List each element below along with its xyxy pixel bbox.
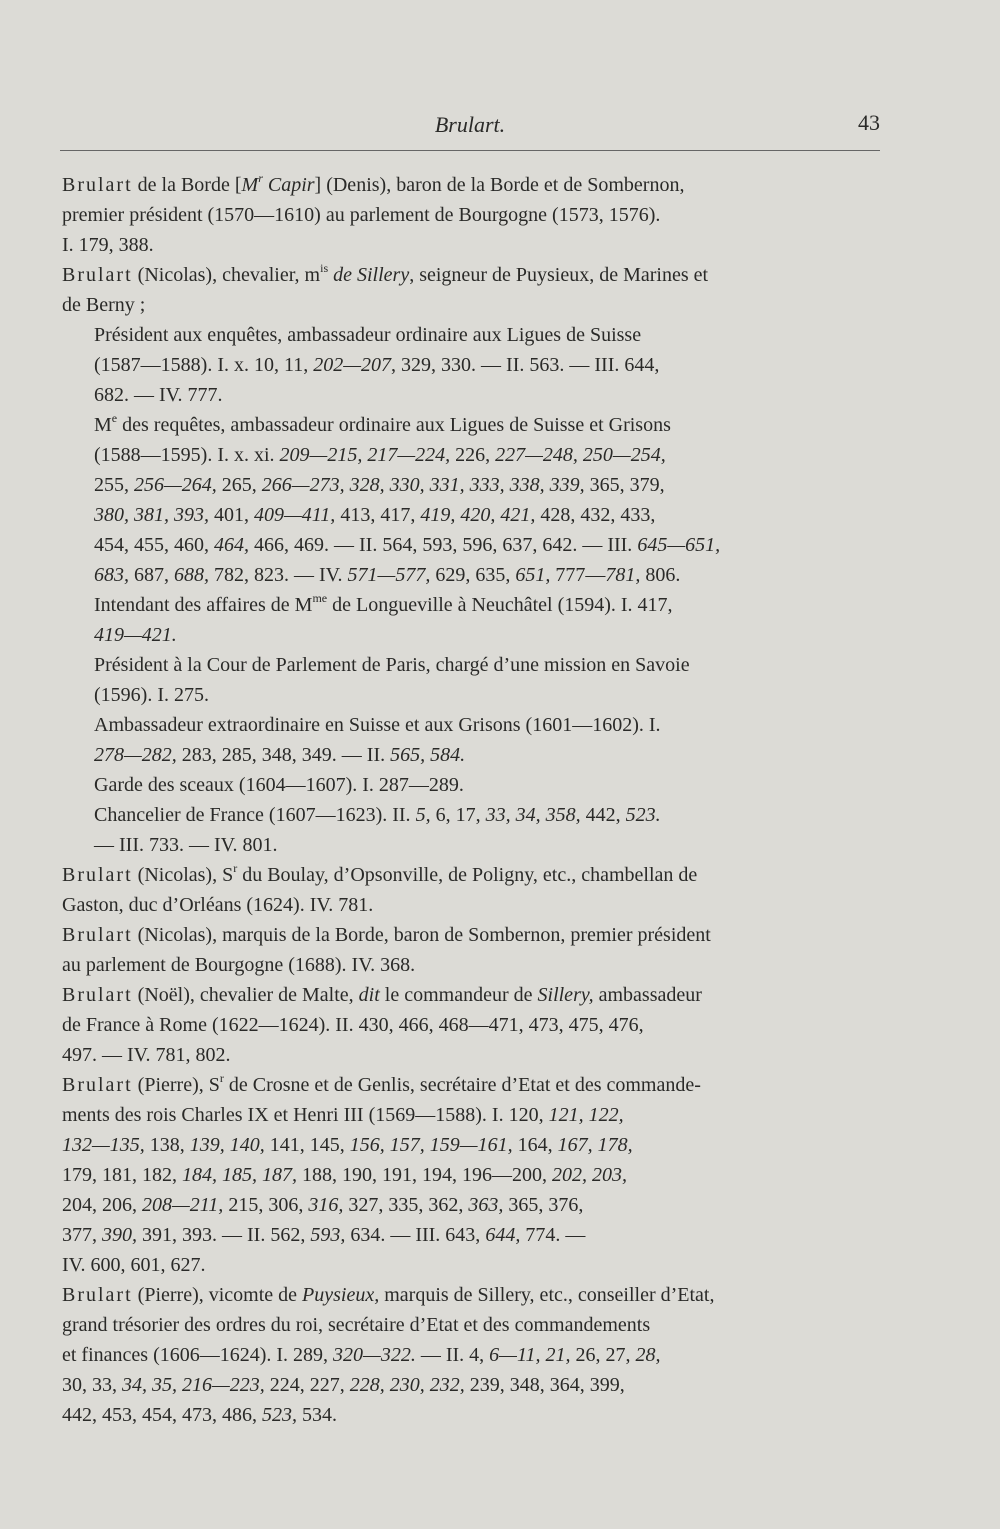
entry-line: Brulart (Nicolas), $S^r$ du Boulay, d’Opsonville, de Poligny, etc., chambellan de <box>62 861 698 886</box>
page-number: 43 <box>858 110 880 135</box>
index-body <box>62 170 880 1430</box>
entry-name: Brulart <box>62 864 133 886</box>
sub-entry <box>94 800 880 860</box>
index-entry <box>62 980 880 1070</box>
entry-line: Président à la Cour de Parlement de Paris, chargé d’une mission en Savoie <box>94 654 690 676</box>
entry-name: Brulart <box>62 984 133 1006</box>
header-rule <box>60 150 880 151</box>
entry-line: Garde des sceaux (1604—1607). I. 287—289. <box>94 774 464 796</box>
entry-line: Intendant des affaires de $M^{me}$ de Longueville à Neuchâtel (1594). I. 417, <box>94 591 673 616</box>
entry-line: 204, 206, 208—211, 215, 306, 316, 327, 335, 362, 363, 365, 376, <box>62 1194 584 1216</box>
entry-line: Brulart (Nicolas), chevalier, $m^{is}$ de Sillery, seigneur de Puysieux, de Marines et <box>62 261 709 286</box>
index-entry <box>62 1280 880 1430</box>
entry-line: 380, 381, 393, 401, 409—411, 413, 417, 419, 420, 421, 428, 432, 433, <box>94 504 656 526</box>
sub-entry <box>94 650 880 710</box>
index-entry <box>62 1070 880 1280</box>
entry-line: 419—421. <box>94 624 177 646</box>
entry-line: 683, 687, 688, 782, 823. — IV. 571—577, 629, 635, 651, 777—781, 806. <box>94 564 681 586</box>
entry-line: IV. 600, 601, 627. <box>62 1254 206 1276</box>
entry-line: — III. 733. — IV. 801. <box>94 834 278 856</box>
entry-line: 132—135, 138, 139, 140, 141, 145, 156, 157, 159—161, 164, 167, 178, <box>62 1134 633 1156</box>
entry-line: et finances (1606—1624). I. 289, 320—322. — II. 4, 6—11, 21, 26, 27, 28, <box>62 1344 661 1366</box>
entry-line: 442, 453, 454, 473, 486, 523, 534. <box>62 1404 337 1426</box>
running-head <box>60 108 880 148</box>
entry-line: (1587—1588). I. x. 10, 11, 202—207, 329, 330. — II. 563. — III. 644, <box>94 354 660 376</box>
entry-line: (1596). I. 275. <box>94 684 209 706</box>
entry-line: de Berny ; <box>62 294 146 316</box>
sub-entry <box>94 320 880 410</box>
entry-line: (1588—1595). I. x. xi. 209—215, 217—224, 226, 227—248, 250—254, <box>94 444 666 466</box>
entry-name: Brulart <box>62 264 133 286</box>
entry-name: Brulart <box>62 174 133 196</box>
entry-line: 30, 33, 34, 35, 216—223, 224, 227, 228, 230, 232, 239, 348, 364, 399, <box>62 1374 625 1396</box>
sub-entry <box>94 770 880 800</box>
entry-line: grand trésorier des ordres du roi, secrétaire d’Etat et des commandements <box>62 1314 651 1336</box>
entry-line: 377, 390, 391, 393. — II. 562, 593, 634. — III. 643, 644, 774. — <box>62 1224 586 1246</box>
index-entry <box>62 260 880 320</box>
entry-line: Brulart (Nicolas), marquis de la Borde, baron de Sombernon, premier président <box>62 924 711 946</box>
entry-line: 255, 256—264, 265, 266—273, 328, 330, 331, 333, 338, 339, 365, 379, <box>94 474 665 496</box>
index-entry <box>62 920 880 980</box>
entry-line: premier président (1570—1610) au parlement de Bourgogne (1573, 1576). <box>62 204 661 226</box>
running-head-title: Brulart. <box>434 112 506 137</box>
entry-line: ments des rois Charles IX et Henri III (1569—1588). I. 120, 121, 122, <box>62 1104 624 1126</box>
entry-line: Brulart (Pierre), $S^r$ de Crosne et de Genlis, secrétaire d’Etat et des commande- <box>62 1071 701 1096</box>
sub-entry <box>94 710 880 770</box>
entry-line: Brulart de la Borde [$M^r$ Capir] (Denis), baron de la Borde et de Sombernon, <box>62 171 685 196</box>
entry-line: Gaston, duc d’Orléans (1624). IV. 781. <box>62 894 374 916</box>
entry-line: Me des requêtes, ambassadeur ordinaire aux Ligues de Suisse et Grisons <box>94 411 671 436</box>
entry-line: 179, 181, 182, 184, 185, 187, 188, 190, 191, 194, 196—200, 202, 203, <box>62 1164 627 1186</box>
index-entry <box>62 860 880 920</box>
sub-entry <box>94 410 880 590</box>
entry-line: Président aux enquêtes, ambassadeur ordinaire aux Ligues de Suisse <box>94 324 642 346</box>
entry-name: Brulart <box>62 924 133 946</box>
entry-line: Ambassadeur extraordinaire en Suisse et aux Grisons (1601—1602). I. <box>94 714 661 736</box>
entry-name: Brulart <box>62 1284 133 1306</box>
sub-entry <box>94 590 880 650</box>
entry-name: Brulart <box>62 1074 133 1096</box>
entry-line: Brulart (Pierre), vicomte de Puysieux, marquis de Sillery, etc., conseiller d’Etat, <box>62 1284 715 1306</box>
entry-line: Brulart (Noël), chevalier de Malte, dit le commandeur de Sillery, ambassadeur <box>62 984 702 1006</box>
entry-line: 682. — IV. 777. <box>94 384 223 406</box>
entry-line: I. 179, 388. <box>62 234 154 256</box>
entry-line: 278—282, 283, 285, 348, 349. — II. 565, 584. <box>94 744 466 766</box>
entry-line: au parlement de Bourgogne (1688). IV. 368. <box>62 954 416 976</box>
entry-line: Chancelier de France (1607—1623). II. 5, 6, 17, 33, 34, 358, 442, 523. <box>94 804 661 826</box>
index-entry <box>62 170 880 260</box>
entry-line: 454, 455, 460, 464, 466, 469. — II. 564, 593, 596, 637, 642. — III. 645—651, <box>94 534 721 556</box>
entry-line: de France à Rome (1622—1624). II. 430, 466, 468—471, 473, 475, 476, <box>62 1014 644 1036</box>
entry-line: 497. — IV. 781, 802. <box>62 1044 231 1066</box>
